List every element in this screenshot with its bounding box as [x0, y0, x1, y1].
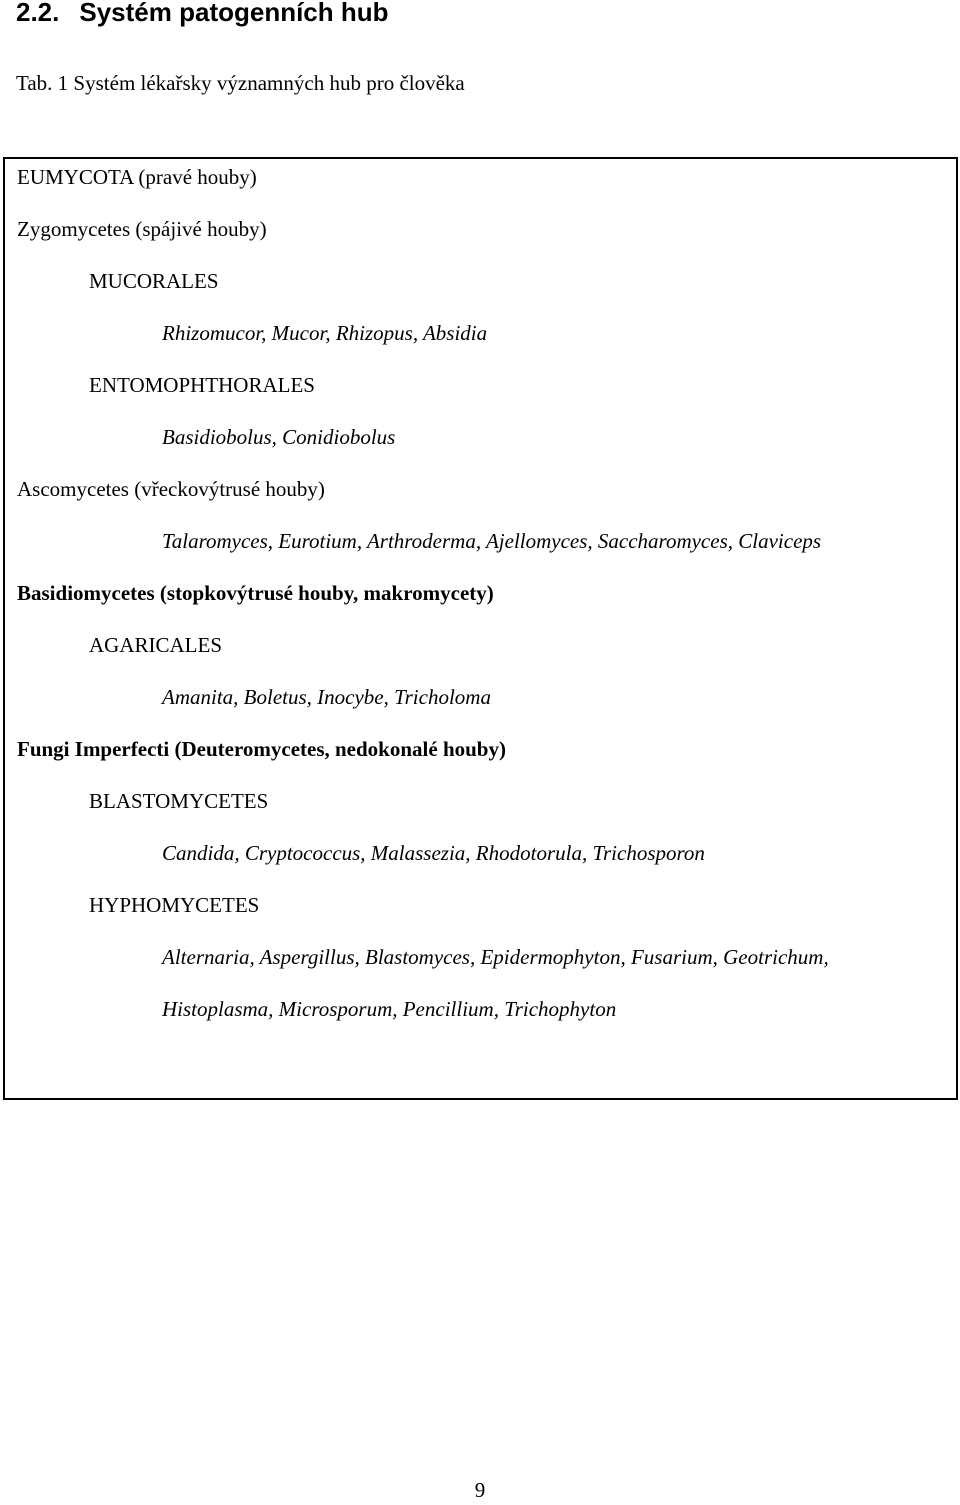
class-ascomycetes: Ascomycetes (vřeckovýtrusé houby) — [17, 477, 325, 501]
genera-hyphomycetes-line1: Alternaria, Aspergillus, Blastomyces, Epidermophyton, Fusarium, Geotrichum, — [162, 945, 829, 969]
class-zygomycetes: Zygomycetes (spájivé houby) — [17, 217, 267, 241]
page-number: 9 — [474, 1478, 486, 1502]
table-caption: Tab. 1 Systém lékařsky významných hub pro člověka — [16, 71, 465, 95]
section-title: Systém patogenních hub — [79, 0, 389, 27]
order-mucorales: MUCORALES — [89, 269, 219, 293]
taxon-root: EUMYCOTA (pravé houby) — [17, 165, 257, 189]
order-hyphomycetes: HYPHOMYCETES — [89, 893, 260, 917]
order-blastomycetes: BLASTOMYCETES — [89, 789, 269, 813]
genera-agaricales: Amanita, Boletus, Inocybe, Tricholoma — [162, 685, 491, 709]
class-basidiomycetes: Basidiomycetes (stopkovýtrusé houby, makromycety) — [17, 581, 494, 605]
order-entomophthorales: ENTOMOPHTHORALES — [89, 373, 315, 397]
genera-blastomycetes: Candida, Cryptococcus, Malassezia, Rhodotorula, Trichosporon — [162, 841, 705, 865]
genera-ascomycetes: Talaromyces, Eurotium, Arthroderma, Ajellomyces, Saccharomyces, Claviceps — [162, 529, 822, 553]
class-fungi-imperfecti: Fungi Imperfecti (Deuteromycetes, nedokonalé houby) — [17, 737, 506, 761]
genera-hyphomycetes-line2: Histoplasma, Microsporum, Pencillium, Trichophyton — [162, 997, 617, 1021]
order-agaricales: AGARICALES — [89, 633, 223, 657]
section-heading — [16, 0, 389, 32]
genera-mucorales: Rhizomucor, Mucor, Rhizopus, Absidia — [162, 321, 488, 345]
genera-entomophthorales: Basidiobolus, Conidiobolus — [162, 425, 396, 449]
taxonomy-table — [3, 157, 958, 1100]
section-number: 2.2. — [16, 0, 60, 27]
